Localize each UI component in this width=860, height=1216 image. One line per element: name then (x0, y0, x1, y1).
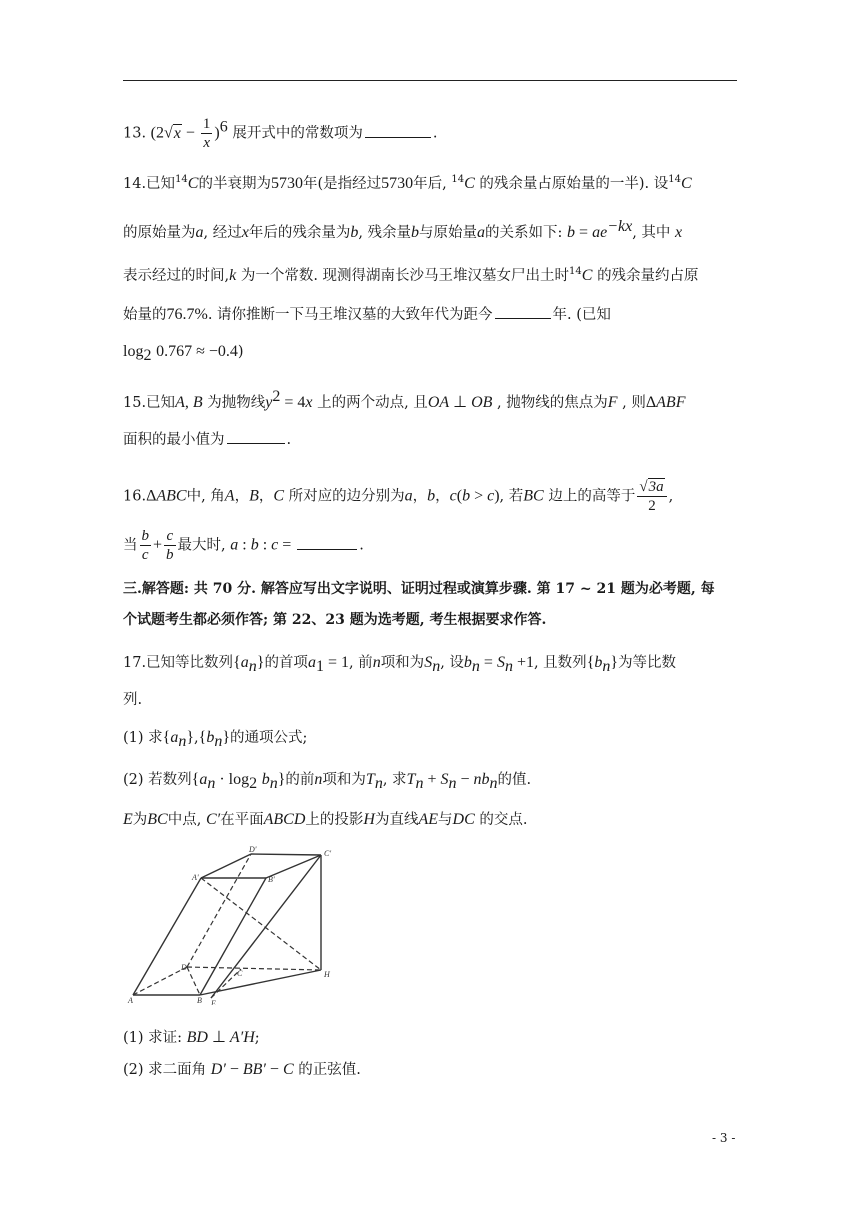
label-C-prime: C' (324, 849, 332, 858)
label-D-prime: D' (249, 845, 257, 854)
fraction: $\frac{√3a}{2}$ (637, 478, 666, 515)
fraction: $\frac{c}{b}$ (166, 528, 174, 563)
label-B-prime: B' (268, 875, 275, 884)
fraction: $\frac{1}{x}$ (202, 116, 211, 151)
prism-figure (125, 845, 340, 1005)
question-14-line-1: 14.已知$^{14}$C的半衰期为5730年(是指经过5730年后, $^{14}$C 的残余量占原始量的一半). 设$^{14}$C (123, 174, 692, 192)
answer-blank (227, 442, 285, 444)
question-13: 13. (2√x − $\frac{1}{x}$ )$^6$ 展开式中的常数项为 . (123, 116, 438, 151)
question-14-line-4: 始量的76.7%. 请你推断一下马王堆汉墓的大致年代为距今 年. (已知 (123, 306, 611, 323)
question-14-line-5: $\log_2 0.767 \approx -0.4$) (123, 343, 244, 364)
label-A-prime: A' (192, 873, 199, 882)
label-A: A (128, 996, 133, 1005)
question-16-line-1: 16.ΔABC中, 角A，B，C 所对应的边分别为a，b，c(b > c), 若BC 边上的高等于 $\frac{√3a}{2}$ , (123, 479, 674, 514)
question-18-statement: E为BC中点, C′在平面ABCD上的投影H为直线AE与DC 的交点. (123, 811, 528, 828)
label-C: C (237, 969, 243, 978)
question-16-line-2: 当 $\frac{b}{c}$ + $\frac{c}{b}$ 最大时, a : b : c = . (123, 528, 364, 563)
question-17-line-2: 列. (123, 692, 143, 708)
question-17-line-1: 17.已知等比数列$\{a_n\}$的首项$a_1 = 1$, 前n项和为$S_n$, 设$b_n = S_n +1$, 且数列$\{b_n\}$为等比数 (123, 654, 677, 675)
question-18-part-1: (1) 求证: BD ⊥ A′H; (123, 1029, 260, 1046)
question-17-part-1: (1) 求$\{a_n\},\{b_n\}$的通项公式; (123, 729, 308, 750)
question-14-line-3: 表示经过的时间,k 为一个常数. 现测得湖南长沙马王堆汉墓女尸出土时$^{14}$C 的残余量约占原 (123, 266, 699, 284)
label-B: B (197, 996, 202, 1005)
label-E: E (211, 999, 216, 1005)
question-14-line-2: 的原始量为a, 经过x年后的残余量为b, 残余量b与原始量a的关系如下: $b = ae^{-kx}$, 其中 x (123, 218, 683, 241)
page-number: - 3 - (712, 1131, 736, 1145)
answer-blank (297, 548, 357, 550)
question-15-line-1: 15.已知A, B 为抛物线$y^2 = 4x$ 上的两个动点, 且OA ⊥ OB , 抛物线的焦点为F , 则ΔABF (123, 388, 686, 411)
label-D: D (181, 963, 187, 972)
section-3-heading: 三.解答题: 共 70 分. 解答应写出文字说明、证明过程或演算步骤. 第 17 ~ 21 题为必考题, 每 (123, 581, 715, 597)
fraction: $\frac{b}{c}$ (141, 528, 149, 563)
answer-blank (365, 136, 431, 138)
header-rule (123, 80, 737, 81)
question-17-part-2: (2) 若数列$\{a_n \cdot \log_2 b_n\}$的前n项和为$T_n$, 求$T_n + S_n - nb_n$的值. (123, 771, 532, 792)
question-15-line-2: 面积的最小值为 . (123, 432, 292, 448)
section-3-heading-cont: 个试题考生都必须作答; 第 22、23 题为选考题, 考生根据要求作答. (123, 612, 547, 628)
label-H: H (324, 970, 330, 979)
question-18-part-2: (2) 求二面角 D′ − BB′ − C 的正弦值. (123, 1061, 361, 1078)
answer-blank (495, 317, 551, 319)
